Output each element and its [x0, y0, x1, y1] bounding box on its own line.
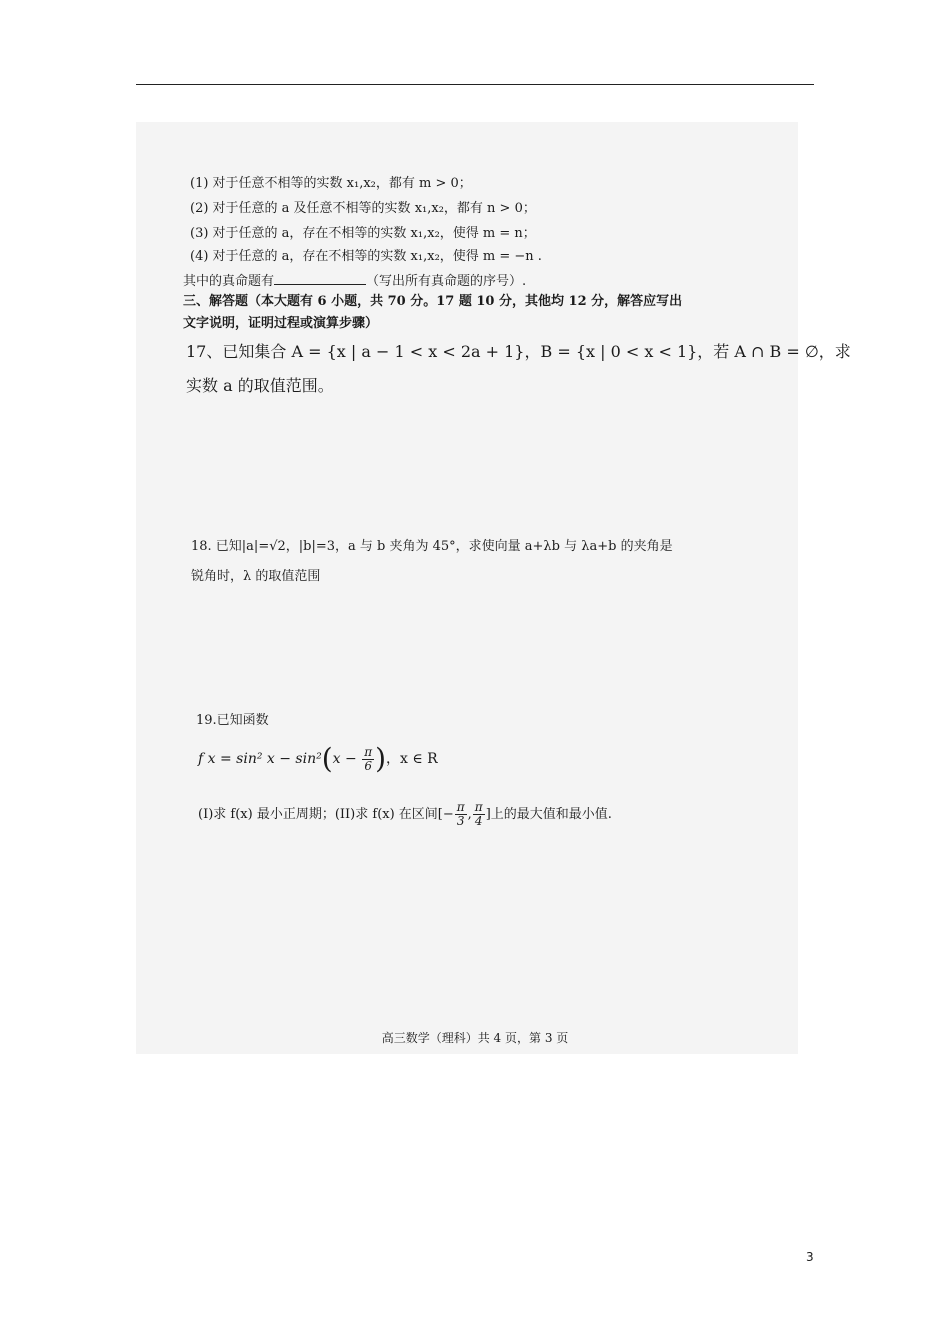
left-paren: (: [321, 742, 333, 775]
fill-hint: （写出所有真命题的序号）.: [366, 274, 527, 289]
part-a: (I)求 f(x) 最小正周期；(II)求 f(x) 在区间[−: [198, 807, 454, 822]
part-b: ]上的最大值和最小值.: [485, 807, 612, 822]
question-18-cont: 锐角时，λ 的取值范围: [191, 569, 321, 584]
pi-over-4: $\frac{\pi}{4}$: [474, 800, 483, 828]
page-number: 3: [806, 1250, 814, 1264]
section-3-heading-cont: 文字说明，证明过程或演算步骤）: [183, 316, 379, 331]
fill-prompt: 其中的真命题有: [183, 274, 275, 289]
question-19-parts: (I)求 f(x) 最小正周期；(II)求 f(x) 在区间[− $\frac{\pi}{3}$ , $\frac{\pi}{4}$ ]上的最大值和最小值.: [198, 800, 612, 828]
item-1: (1) 对于任意不相等的实数 x₁,x₂，都有 m > 0；: [190, 176, 472, 191]
item-3: (3) 对于任意的 a，存在不相等的实数 x₁,x₂，使得 m = n；: [190, 226, 536, 241]
pi-over-3: $\frac{\pi}{3}$: [456, 800, 465, 828]
right-paren: ): [375, 742, 387, 775]
question-19-title: 19.已知函数: [196, 713, 269, 728]
function-domain: ，x ∈ R: [386, 751, 438, 767]
pi-over-6: $\frac{\pi}{6}$: [364, 744, 373, 773]
function-definition: [198, 742, 438, 775]
fill-in-line: [183, 272, 526, 290]
function-lhs: f x = sin² x − sin²: [198, 751, 322, 767]
page-footer: 高三数学（理科）共 4 页，第 3 页: [381, 1031, 569, 1045]
section-3-heading: 三、解答题（本大题有 6 小题，共 70 分。17 题 10 分，其他均 12 分，解答应写出: [183, 294, 683, 309]
answer-blank: [274, 272, 366, 285]
question-18: 18. 已知|a|=√2，|b|=3，a 与 b 夹角为 45°，求使向量 a+λb 与 λa+b 的夹角是: [191, 539, 673, 554]
function-inner: x −: [332, 751, 357, 767]
item-4: (4) 对于任意的 a，存在不相等的实数 x₁,x₂，使得 m = −n .: [190, 249, 542, 264]
top-rule: [136, 84, 814, 85]
question-17: 17、已知集合 A = {x | a − 1 < x < 2a + 1}，B = {x | 0 < x < 1}，若 A ∩ B = ∅，求: [186, 342, 851, 361]
item-2: (2) 对于任意的 a 及任意不相等的实数 x₁,x₂，都有 n > 0；: [190, 201, 536, 216]
question-17-cont: 实数 a 的取值范围。: [186, 376, 334, 395]
